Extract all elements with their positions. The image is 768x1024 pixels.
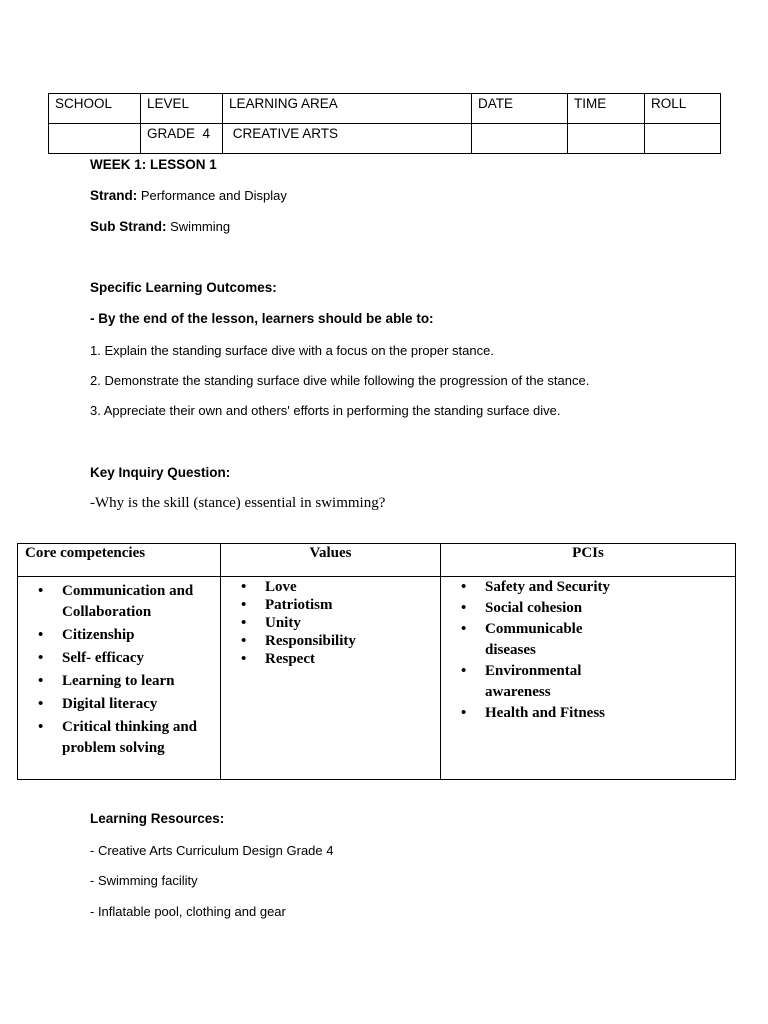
list-item: • Health and Fitness [441,703,735,724]
values-cell [221,577,441,780]
header-cell: LEVEL [141,94,223,124]
outcomes-intro: - By the end of the lesson, learners should be able to: [90,311,434,326]
core-competencies-list [18,581,220,759]
list-item: • Learning to learn [18,671,220,692]
value-cell [645,124,721,154]
list-item: • Social cohesion [441,598,735,619]
resource-item: - Inflatable pool, clothing and gear [90,904,286,919]
week-lesson-title: WEEK 1: LESSON 1 [90,157,217,172]
list-item: • Self- efficacy [18,648,220,669]
list-item: • Environmental awareness [441,661,585,703]
competencies-header-row [18,544,736,577]
sub-strand-label: Sub Strand: [90,219,167,234]
value-cell [472,124,568,154]
list-item: • Unity [221,614,440,632]
column-header: PCIs [441,544,736,577]
resource-item: - Swimming facility [90,873,198,888]
outcome-item: 3. Appreciate their own and others' efforts in performing the standing surface dive. [90,403,561,418]
core-competencies-cell [18,577,221,780]
values-list [221,578,440,668]
value-cell: CREATIVE ARTS [223,124,472,154]
list-item: • Digital literacy [18,694,220,715]
list-item: • Respect [221,650,440,668]
list-item: • Responsibility [221,632,440,650]
value-cell [568,124,645,154]
list-item: • Critical thinking and problem solving [18,717,220,759]
header-row [49,94,721,124]
strand-value: Performance and Display [140,188,287,203]
header-cell: SCHOOL [49,94,141,124]
competencies-table [17,543,736,780]
competencies-body-row [18,577,736,780]
header-cell: LEARNING AREA [223,94,472,124]
strand-label: Strand: [90,188,138,203]
outcome-item: 2. Demonstrate the standing surface dive while following the progression of the stance. [90,373,590,388]
column-header: Values [221,544,441,577]
value-cell [49,124,141,154]
pcis-cell [441,577,736,780]
lesson-header-table [48,93,721,154]
resource-item: - Creative Arts Curriculum Design Grade 4 [90,843,334,858]
inquiry-heading: Key Inquiry Question: [90,465,231,480]
list-item: • Citizenship [18,625,220,646]
strand-line [90,188,287,203]
header-cell: TIME [568,94,645,124]
list-item: • Safety and Security [441,577,735,598]
sub-strand-line [90,219,230,234]
header-cell: DATE [472,94,568,124]
list-item: • Patriotism [221,596,440,614]
pcis-list [441,577,735,724]
value-row [49,124,721,154]
value-cell: GRADE 4 [141,124,223,154]
column-header: Core competencies [18,544,221,577]
list-item: • Love [221,578,440,596]
outcomes-heading: Specific Learning Outcomes: [90,280,277,295]
header-cell: ROLL [645,94,721,124]
resources-heading: Learning Resources: [90,811,225,826]
inquiry-question: -Why is the skill (stance) essential in swimming? [90,495,386,511]
outcome-item: 1. Explain the standing surface dive with a focus on the proper stance. [90,343,494,358]
list-item: • Communicable diseases [441,619,585,661]
sub-strand-value: Swimming [170,219,231,234]
list-item: • Communication and Collaboration [18,581,220,623]
